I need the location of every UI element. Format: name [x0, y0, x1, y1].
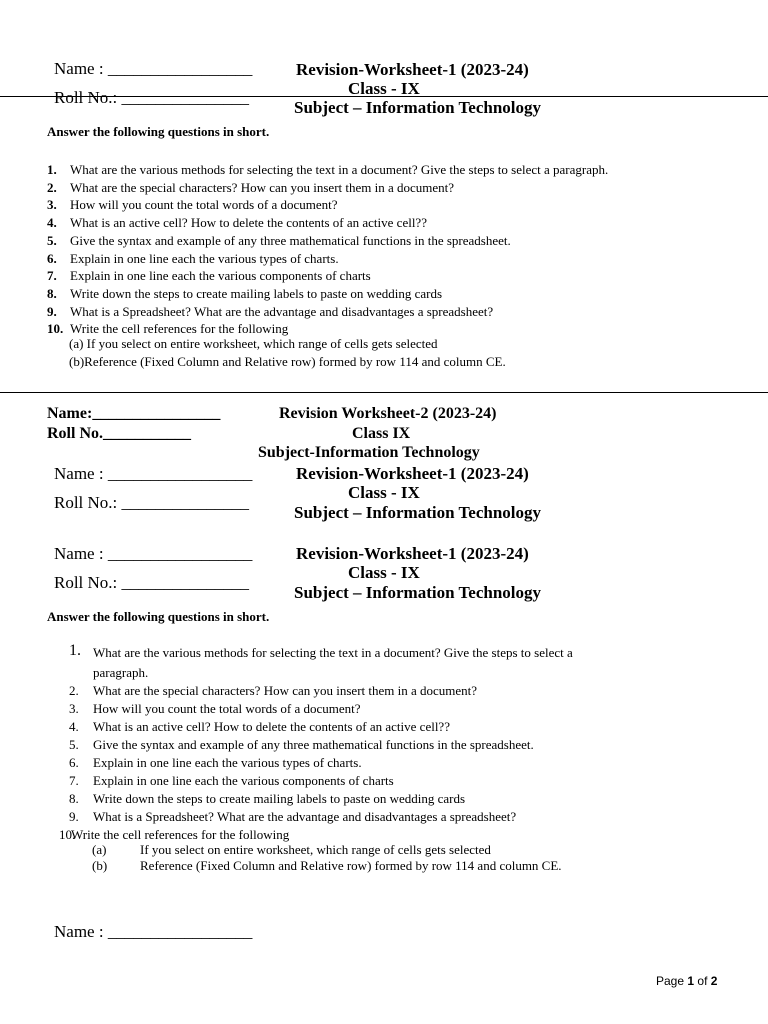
- question-number: 5.: [69, 737, 79, 752]
- subject-label: Subject – Information Technology: [294, 503, 541, 522]
- question-item: [47, 161, 608, 179]
- sub-question-b: (b)Reference (Fixed Column and Relative row) formed by row 114 and column CE.: [69, 354, 506, 369]
- question-number: 8.: [69, 791, 79, 806]
- class-label: Class - IX: [348, 483, 420, 502]
- name-field-label: Name : _________________: [54, 922, 253, 941]
- class-label: Class - IX: [348, 563, 420, 582]
- question-number: 3.: [47, 197, 57, 213]
- worksheet-title: Revision-Worksheet-1 (2023-24): [296, 60, 529, 79]
- question-text: Write down the steps to create mailing labels to paste on wedding cards: [70, 285, 443, 301]
- class-label: Class IX: [352, 425, 411, 442]
- question-number: 10.: [47, 321, 64, 337]
- sub-question-b-text: Reference (Fixed Column and Relative row) formed by row 114 and column CE.: [140, 858, 562, 873]
- question-number: 2.: [69, 683, 79, 698]
- question-item: [47, 303, 608, 321]
- question-text: Explain in one line each the various components of charts: [70, 268, 371, 284]
- class-label: Class - IX: [348, 79, 420, 98]
- question-item: [47, 179, 608, 197]
- question-number: 9.: [69, 809, 79, 824]
- question-number: 7.: [47, 268, 57, 284]
- roll-no-field-label: Roll No.___________: [47, 425, 191, 442]
- instruction-text: Answer the following questions in short.: [47, 124, 270, 139]
- question-item: [47, 232, 608, 250]
- question-item: [47, 196, 608, 214]
- question-text: How will you count the total words of a document?: [93, 701, 361, 716]
- horizontal-rule: [0, 96, 768, 97]
- question-text: What are the various methods for selecting the text in a document? Give the steps to select a: [93, 645, 573, 660]
- question-text: What is a Spreadsheet? What are the advantage and disadvantages a spreadsheet?: [70, 303, 494, 319]
- question-number: 2.: [47, 179, 57, 195]
- question-text: What are the various methods for selecting the text in a document? Give the steps to select a paragraph.: [70, 162, 609, 177]
- question-text: What is an active cell? How to delete the contents of an active cell??: [70, 215, 427, 231]
- instruction-text: Answer the following questions in short.: [47, 609, 270, 624]
- roll-no-field-label: Roll No.: _______________: [54, 88, 250, 107]
- subject-label: Subject-Information Technology: [258, 444, 480, 461]
- name-field-label: Name : _________________: [54, 59, 253, 78]
- question-text: Give the syntax and example of any three mathematical functions in the spreadsheet.: [70, 232, 511, 248]
- question-text: What is an active cell? How to delete the contents of an active cell??: [93, 719, 450, 734]
- question-number: 4.: [47, 215, 57, 231]
- subject-label: Subject – Information Technology: [294, 98, 541, 117]
- sub-question-a-label: (a): [92, 842, 107, 857]
- question-number: 6.: [47, 250, 57, 266]
- roll-no-field-label: Roll No.: _______________: [54, 493, 250, 512]
- question-text: What is a Spreadsheet? What are the advantage and disadvantages a spreadsheet?: [93, 809, 517, 824]
- question-item: [47, 250, 608, 268]
- question-item: [47, 267, 608, 285]
- question-number: 3.: [69, 701, 79, 716]
- sub-question-b-label: (b): [92, 858, 108, 873]
- question-text: What are the special characters? How can you insert them in a document?: [93, 683, 478, 698]
- question-text: Write the cell references for the following: [71, 827, 290, 842]
- page-number: [656, 974, 717, 988]
- page-total: 2: [710, 974, 718, 988]
- question-text: Explain in one line each the various components of charts: [93, 773, 394, 788]
- question-number: 1.: [69, 642, 81, 659]
- question-text: Explain in one line each the various types of charts.: [93, 755, 362, 770]
- worksheet-title: Revision-Worksheet-1 (2023-24): [296, 464, 529, 483]
- subject-label: Subject – Information Technology: [294, 583, 541, 602]
- question-text: paragraph.: [93, 665, 149, 680]
- question-text: Write the cell references for the following: [70, 321, 289, 337]
- question-number: 5.: [47, 232, 57, 248]
- worksheet-title: Revision Worksheet-2 (2023-24): [279, 405, 497, 422]
- question-number: 10.: [59, 827, 76, 842]
- page-current: 1: [687, 974, 695, 988]
- roll-no-field-label: Roll No.: _______________: [54, 573, 250, 592]
- horizontal-rule: [0, 392, 768, 393]
- question-text: What are the special characters? How can you insert them in a document?: [70, 179, 455, 195]
- question-number: 8.: [47, 285, 57, 301]
- question-text: Give the syntax and example of any three mathematical functions in the spreadsheet.: [93, 737, 534, 752]
- question-number: 6.: [69, 755, 79, 770]
- name-field-label: Name : _________________: [54, 544, 253, 563]
- sub-question-a: (a) If you select on entire worksheet, which range of cells gets selected: [69, 336, 438, 351]
- question-number: 7.: [69, 773, 79, 788]
- of-word: of: [697, 974, 708, 988]
- question-item: [47, 214, 608, 232]
- sub-question-a-text: If you select on entire worksheet, which range of cells gets selected: [140, 842, 491, 857]
- question-text: How will you count the total words of a document?: [70, 197, 338, 213]
- question-text: Write down the steps to create mailing labels to paste on wedding cards: [93, 791, 466, 806]
- worksheet-title: Revision-Worksheet-1 (2023-24): [296, 544, 529, 563]
- question-number: 9.: [47, 303, 57, 319]
- question-number: 1.: [47, 162, 57, 177]
- question-item: [47, 285, 608, 303]
- name-field-label: Name:________________: [47, 405, 221, 422]
- question-text: Explain in one line each the various types of charts.: [70, 250, 339, 266]
- question-number: 4.: [69, 719, 79, 734]
- question-list: [47, 161, 608, 338]
- page-word: Page: [656, 974, 685, 988]
- name-field-label: Name : _________________: [54, 464, 253, 483]
